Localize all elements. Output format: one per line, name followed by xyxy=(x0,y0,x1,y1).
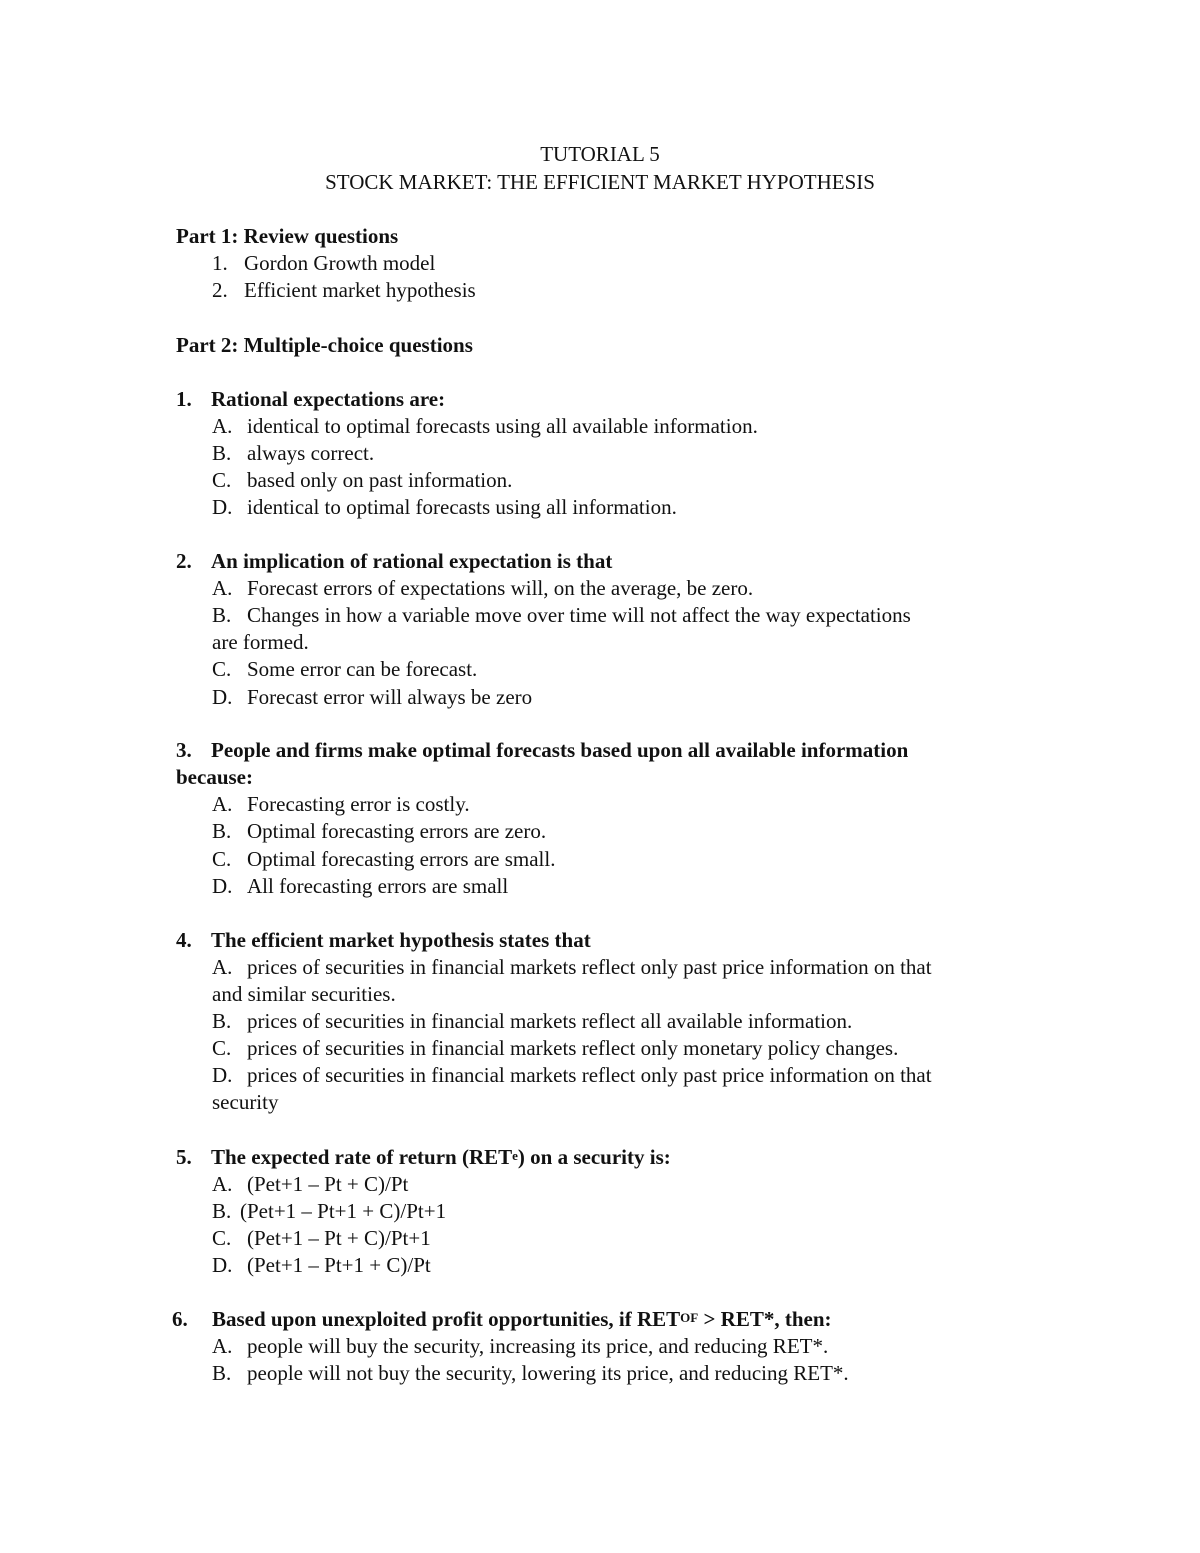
question-stem xyxy=(176,737,1036,764)
question-text: People and firms make optimal forecasts based upon all available information xyxy=(211,738,909,762)
question-text-part: Based upon unexploited profit opportunities, if RET xyxy=(212,1307,681,1331)
question-number: 1. xyxy=(176,387,192,411)
answer-option xyxy=(212,791,1072,818)
question-text: The efficient market hypothesis states that xyxy=(211,928,591,952)
part2-heading: Part 2: Multiple-choice questions xyxy=(176,333,473,357)
option-letter: A. xyxy=(212,576,233,600)
question-text: An implication of rational expectation is that xyxy=(211,549,613,573)
answer-option xyxy=(212,954,1072,981)
answer-option xyxy=(212,1198,1072,1225)
review-item-text: Gordon Growth model xyxy=(244,251,436,275)
answer-option xyxy=(212,846,1072,873)
answer-option xyxy=(212,575,1072,602)
option-letter: A. xyxy=(212,792,233,816)
question-stem xyxy=(176,386,1036,413)
answer-option xyxy=(212,602,1072,629)
option-text: prices of securities in financial markets reflect all available information. xyxy=(247,1009,853,1033)
option-text: always correct. xyxy=(247,441,375,465)
option-text: based only on past information. xyxy=(247,468,513,492)
option-letter: B. xyxy=(212,1009,232,1033)
review-item-text: Efficient market hypothesis xyxy=(244,278,476,302)
option-letter: B. xyxy=(212,1361,232,1385)
question-number: 4. xyxy=(176,928,192,952)
review-item-number: 1. xyxy=(212,251,228,275)
option-text: Forecast errors of expectations will, on the average, be zero. xyxy=(247,576,754,600)
answer-option xyxy=(212,1360,1072,1387)
option-letter: C. xyxy=(212,847,232,871)
answer-option xyxy=(212,1008,1072,1035)
option-text: Forecast error will always be zero xyxy=(247,685,533,709)
question-text: Rational expectations are: xyxy=(211,387,446,411)
option-letter: D. xyxy=(212,1063,233,1087)
question-text-continued: because: xyxy=(176,765,253,789)
option-text: identical to optimal forecasts using all available information. xyxy=(247,414,758,438)
option-letter: A. xyxy=(212,414,233,438)
part1-heading: Part 1: Review questions xyxy=(176,224,399,248)
answer-option xyxy=(212,440,1072,467)
option-letter: B. xyxy=(212,441,232,465)
option-text: people will buy the security, increasing its price, and reducing RET*. xyxy=(247,1334,829,1358)
superscript-e: e xyxy=(512,1148,518,1163)
doc-title: TUTORIAL 5 xyxy=(540,142,660,166)
option-text: Some error can be forecast. xyxy=(247,657,478,681)
answer-option xyxy=(212,413,1072,440)
answer-option xyxy=(212,1333,1072,1360)
review-item-number: 2. xyxy=(212,278,228,302)
option-text: (Pet+1 – Pt + C)/Pt+1 xyxy=(247,1226,431,1250)
option-text-continued: and similar securities. xyxy=(212,982,396,1006)
option-letter: B. xyxy=(212,603,232,627)
answer-option xyxy=(212,656,1072,683)
question-text-part: > RET*, then: xyxy=(698,1307,832,1331)
answer-option xyxy=(212,1035,1072,1062)
answer-option xyxy=(212,1225,1072,1252)
question-stem xyxy=(172,1306,1032,1333)
question-number: 6. xyxy=(172,1307,188,1331)
answer-option xyxy=(212,684,1072,711)
option-letter: B. xyxy=(212,1199,232,1223)
option-text: (Pet+1 – Pt+1 + C)/Pt xyxy=(247,1253,431,1277)
option-letter: C. xyxy=(212,468,232,492)
option-letter: B. xyxy=(212,819,232,843)
option-letter: D. xyxy=(212,495,233,519)
option-letter: C. xyxy=(212,1036,232,1060)
option-letter: D. xyxy=(212,685,233,709)
doc-subtitle: STOCK MARKET: THE EFFICIENT MARKET HYPOTHESIS xyxy=(325,170,875,194)
option-letter: C. xyxy=(212,1226,232,1250)
answer-option xyxy=(212,818,1072,845)
question-text-part: ) on a security is: xyxy=(517,1145,671,1169)
question-stem xyxy=(176,927,1036,954)
option-text: prices of securities in financial markets reflect only past price information on that xyxy=(247,955,932,979)
option-text-continued: are formed. xyxy=(212,630,309,654)
option-text: prices of securities in financial markets reflect only past price information on that xyxy=(247,1063,932,1087)
option-letter: A. xyxy=(212,955,233,979)
option-text: All forecasting errors are small xyxy=(247,874,509,898)
answer-option xyxy=(212,1252,1072,1279)
answer-option xyxy=(212,1062,1072,1089)
superscript-of: OF xyxy=(680,1310,699,1325)
option-text: identical to optimal forecasts using all information. xyxy=(247,495,677,519)
option-text: (Pet+1 – Pt + C)/Pt xyxy=(247,1172,409,1196)
question-number: 5. xyxy=(176,1145,192,1169)
question-text-part: The expected rate of return (RET xyxy=(211,1145,513,1169)
option-text: Changes in how a variable move over time will not affect the way expectations xyxy=(247,603,911,627)
question-number: 2. xyxy=(176,549,192,573)
option-letter: D. xyxy=(212,1253,233,1277)
answer-option xyxy=(212,873,1072,900)
answer-option xyxy=(212,1171,1072,1198)
question-text xyxy=(211,1145,671,1169)
option-letter: A. xyxy=(212,1334,233,1358)
option-text: Optimal forecasting errors are zero. xyxy=(247,819,547,843)
option-letter: A. xyxy=(212,1172,233,1196)
option-text: Optimal forecasting errors are small. xyxy=(247,847,556,871)
option-letter: C. xyxy=(212,657,232,681)
option-letter: D. xyxy=(212,874,233,898)
option-text-continued: security xyxy=(212,1090,279,1114)
question-number: 3. xyxy=(176,738,192,762)
option-text: prices of securities in financial markets reflect only monetary policy changes. xyxy=(247,1036,899,1060)
question-stem xyxy=(176,548,1036,575)
question-text xyxy=(212,1307,832,1331)
option-text: Forecasting error is costly. xyxy=(247,792,470,816)
option-text: people will not buy the security, lowering its price, and reducing RET*. xyxy=(247,1361,849,1385)
review-item xyxy=(212,250,1072,277)
answer-option xyxy=(212,467,1072,494)
option-text: (Pet+1 – Pt+1 + C)/Pt+1 xyxy=(240,1199,447,1223)
review-item xyxy=(212,277,1072,304)
question-stem xyxy=(176,1144,1036,1171)
answer-option xyxy=(212,494,1072,521)
